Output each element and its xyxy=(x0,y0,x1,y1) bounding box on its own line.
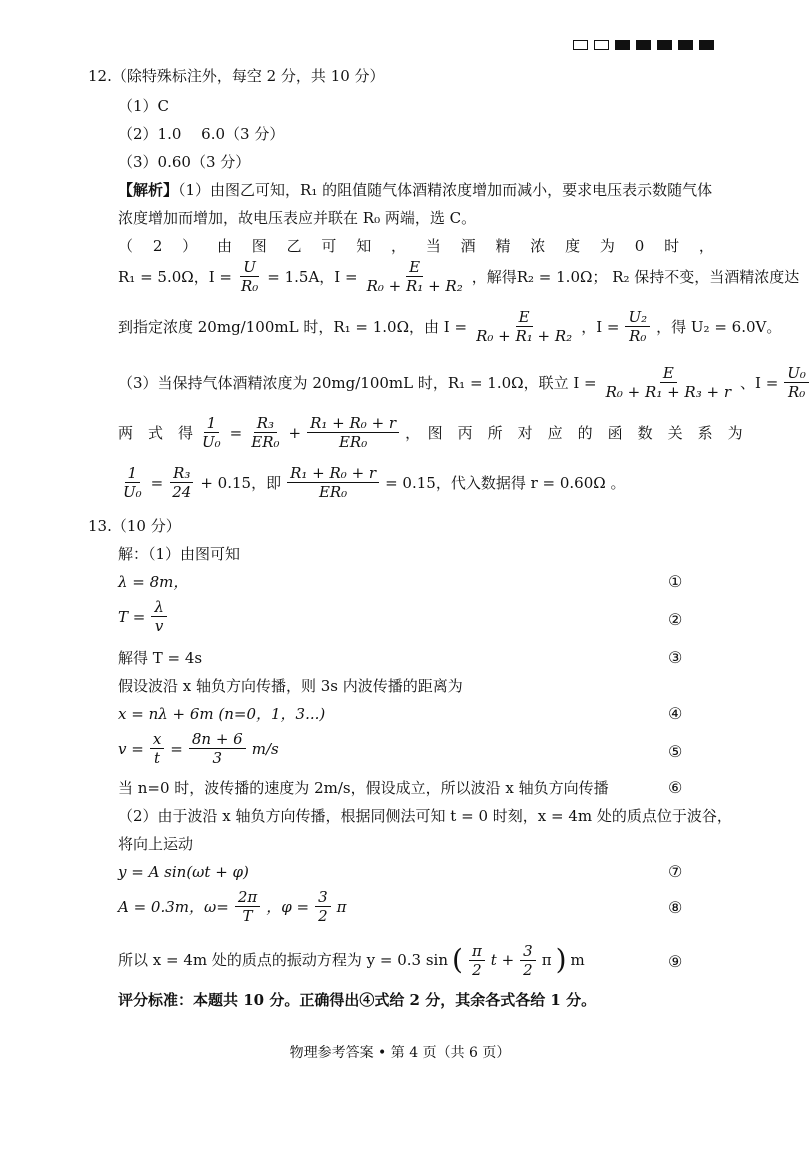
formula-text: T = xyxy=(118,607,146,626)
fraction xyxy=(287,464,379,501)
denominator: ER₀ xyxy=(251,433,280,451)
denominator: R₀ xyxy=(240,277,259,295)
eq-number-7: ⑦ xyxy=(668,862,683,881)
q12-formula-line-2 xyxy=(118,308,781,345)
paren-right: ) xyxy=(555,943,567,976)
fraction xyxy=(315,888,331,925)
q12-analysis-line-1 xyxy=(118,180,712,200)
numerator: U₀ xyxy=(784,364,809,383)
numerator: R₁ + R₀ + r xyxy=(287,464,379,483)
spaced-char: 乙 xyxy=(286,237,302,255)
fraction xyxy=(150,730,164,767)
formula-text: = 0.15，代入数据得 r = 0.60Ω 。 xyxy=(385,473,626,492)
q13-assumption: 假设波沿 x 轴负方向传播，则 3s 内波传播的距离为 xyxy=(118,677,463,695)
formula-text: π xyxy=(541,951,552,969)
fraction xyxy=(473,308,575,345)
formula-text: ，φ = xyxy=(266,897,310,916)
fraction xyxy=(189,730,246,767)
denominator: R₀ + R₁ + R₃ + r xyxy=(605,383,732,401)
q13-eq-6: 当 n=0 时，波传播的速度为 2m/s，假设成立，所以波沿 x 轴负方向传播 xyxy=(118,779,609,797)
formula-text: ， 图 丙 所 对 应 的 函 数 关 系 为 xyxy=(405,423,743,442)
filled-square-icon xyxy=(678,40,693,50)
q12-formula-line-5 xyxy=(118,464,625,501)
q12-formula-line-4 xyxy=(118,414,743,451)
numerator: U xyxy=(240,258,259,277)
denominator: t xyxy=(154,749,161,767)
q13-eq-3: 解得 T = 4s xyxy=(118,649,203,667)
formula-text: t + xyxy=(490,951,515,969)
spaced-char: 0 xyxy=(634,237,645,255)
denominator: v xyxy=(154,617,164,635)
formula-text: ，I = xyxy=(581,317,620,336)
analysis-text: （1）由图乙可知，R₁ 的阻值随气体酒精浓度增加而减小，要求电压表示数随气体 xyxy=(178,181,713,199)
spaced-char: 可 xyxy=(321,237,337,255)
fraction xyxy=(169,464,194,501)
numerator: R₃ xyxy=(170,464,193,483)
numerator: U₂ xyxy=(625,308,650,327)
empty-square-icon xyxy=(594,40,609,50)
eq-number-2: ② xyxy=(668,610,683,629)
spaced-char: 为 xyxy=(599,237,615,255)
q12-formula-line-3 xyxy=(118,364,811,401)
spaced-char: ， xyxy=(391,237,407,255)
spaced-char: 时 xyxy=(664,237,680,255)
numerator: 1 xyxy=(125,464,141,483)
spaced-char: （ xyxy=(118,237,134,255)
q12-title: 12.（除特殊标注外，每空 2 分，共 10 分） xyxy=(88,67,385,85)
formula-text: 所以 x = 4m 处的质点的振动方程为 y = 0.3 sin xyxy=(118,951,448,969)
fraction xyxy=(151,598,167,635)
eq-number-9: ⑨ xyxy=(668,952,683,971)
denominator: R₀ xyxy=(629,327,647,345)
formula-text: （3）当保持气体酒精浓度为 20mg/100mL 时，R₁ = 1.0Ω，联立 I = xyxy=(118,373,597,392)
formula-text: m xyxy=(570,951,585,969)
q13-eq-2 xyxy=(118,598,169,635)
eq-number-8: ⑧ xyxy=(668,898,683,917)
filled-square-icon xyxy=(636,40,651,50)
denominator: 2 xyxy=(472,960,482,979)
fraction xyxy=(238,258,261,295)
fraction xyxy=(364,258,466,295)
page-footer: 物理参考答案 • 第 4 页（共 6 页） xyxy=(289,1045,511,1061)
denominator: R₀ + R₁ + R₂ xyxy=(476,327,573,345)
q12-answer-1: （1）C xyxy=(118,97,170,115)
eq-number-6: ⑥ xyxy=(668,778,683,797)
q12-answer-3: （3）0.60（3 分） xyxy=(118,153,251,171)
spaced-char: 度 xyxy=(565,237,581,255)
numerator: 2π xyxy=(235,888,260,907)
q12-answer-2: （2）1.0 6.0（3 分） xyxy=(118,125,285,143)
paren-left: ( xyxy=(452,943,463,976)
numerator: x xyxy=(150,730,164,749)
formula-text: + 0.15，即 xyxy=(200,473,282,492)
formula-text: A = 0.3m，ω= xyxy=(118,897,229,916)
spaced-char: ） xyxy=(182,237,198,255)
formula-text: + xyxy=(288,423,302,442)
numerator: 3 xyxy=(315,888,331,907)
denominator: R₀ + R₁ + R₂ xyxy=(366,277,463,295)
formula-text: = xyxy=(150,473,164,492)
q13-solution-intro: 解：（1）由图可知 xyxy=(118,545,241,563)
fraction xyxy=(248,414,282,451)
fraction xyxy=(469,942,485,979)
formula-text: m/s xyxy=(251,739,279,758)
filled-square-icon xyxy=(657,40,672,50)
denominator: ER₀ xyxy=(338,433,368,451)
spaced-char: ， xyxy=(698,237,714,255)
fraction xyxy=(307,414,399,451)
fraction xyxy=(520,942,536,979)
fraction xyxy=(603,364,734,401)
eq-number-1: ① xyxy=(668,572,683,591)
formula-text: π xyxy=(336,897,347,916)
formula-text: 到指定浓度 20mg/100mL 时，R₁ = 1.0Ω，由 I = xyxy=(118,317,468,336)
denominator: U₀ xyxy=(202,433,221,451)
numerator: R₃ xyxy=(254,414,277,433)
numerator: λ xyxy=(151,598,167,617)
spaced-char: 图 xyxy=(251,237,267,255)
spaced-char: 酒 xyxy=(460,237,476,255)
spaced-char: 知 xyxy=(356,237,372,255)
denominator: T xyxy=(242,907,253,925)
numerator: E xyxy=(660,364,677,383)
formula-text: 、I = xyxy=(740,373,779,392)
formula-text: 两 式 得 xyxy=(118,423,194,442)
filled-square-icon xyxy=(615,40,630,50)
eq-number-3: ③ xyxy=(668,648,683,667)
numerator: 8n + 6 xyxy=(189,730,246,749)
numerator: 1 xyxy=(204,414,220,433)
numerator: E xyxy=(516,308,533,327)
header-squares xyxy=(573,40,714,50)
q13-part-2-line-2: 将向上运动 xyxy=(118,835,194,853)
formula-text: = xyxy=(229,423,243,442)
formula-text: v = xyxy=(118,739,144,758)
filled-square-icon xyxy=(699,40,714,50)
spaced-char: 浓 xyxy=(530,237,546,255)
fraction xyxy=(120,464,145,501)
spaced-char: 2 xyxy=(152,237,163,255)
denominator: 2 xyxy=(523,960,533,979)
formula-text: ，解得R₂ = 1.0Ω； R₂ 保持不变，当酒精浓度达 xyxy=(471,267,800,286)
empty-square-icon xyxy=(573,40,588,50)
formula-text: R₁ = 5.0Ω，I = xyxy=(118,267,232,286)
formula-text: = 1.5A，I = xyxy=(267,267,358,286)
denominator: ER₀ xyxy=(318,483,348,501)
q13-part-2-line-1: （2）由于波沿 x 轴负方向传播，根据同侧法可知 t = 0 时刻，x = 4m 处的质点位于波谷， xyxy=(118,807,732,825)
q13-eq-5 xyxy=(118,730,279,767)
q12-analysis-line-2: 浓度增加而增加，故电压表应并联在 R₀ 两端，选 C。 xyxy=(118,209,477,227)
numerator: R₁ + R₀ + r xyxy=(307,414,399,433)
q13-eq-7: y = A sin(ωt + φ) xyxy=(118,863,249,881)
analysis-heading: 【解析】 xyxy=(118,181,179,199)
eq-number-4: ④ xyxy=(668,704,683,723)
eq-number-5: ⑤ xyxy=(668,742,683,761)
fraction xyxy=(199,414,224,451)
denominator: 3 xyxy=(212,749,223,767)
q13-eq-1: λ = 8m， xyxy=(118,573,189,591)
denominator: U₀ xyxy=(123,483,142,501)
fraction xyxy=(784,364,809,401)
q13-title: 13.（10 分） xyxy=(88,517,181,535)
q12-formula-line-1 xyxy=(118,258,799,295)
spaced-char: 精 xyxy=(495,237,511,255)
spaced-char: 当 xyxy=(425,237,441,255)
denominator: 2 xyxy=(318,907,328,925)
numerator: E xyxy=(406,258,423,277)
q13-eq-8 xyxy=(118,888,346,925)
q13-eq-4: x = nλ + 6m (n=0，1，3...) xyxy=(118,705,326,723)
formula-text: = xyxy=(170,739,183,758)
formula-text: ，得 U₂ = 6.0V。 xyxy=(656,317,782,336)
q12-analysis-line-3 xyxy=(118,236,714,256)
denominator: 24 xyxy=(172,483,192,501)
numerator: π xyxy=(469,942,485,961)
fraction xyxy=(625,308,650,345)
fraction xyxy=(235,888,260,925)
grading-criteria: 评分标准：本题共 10 分。正确得出④式给 2 分，其余各式各给 1 分。 xyxy=(118,991,597,1009)
numerator: 3 xyxy=(520,942,536,961)
spaced-char: 由 xyxy=(216,237,232,255)
q13-eq-9 xyxy=(118,940,585,980)
denominator: R₀ xyxy=(787,383,806,401)
